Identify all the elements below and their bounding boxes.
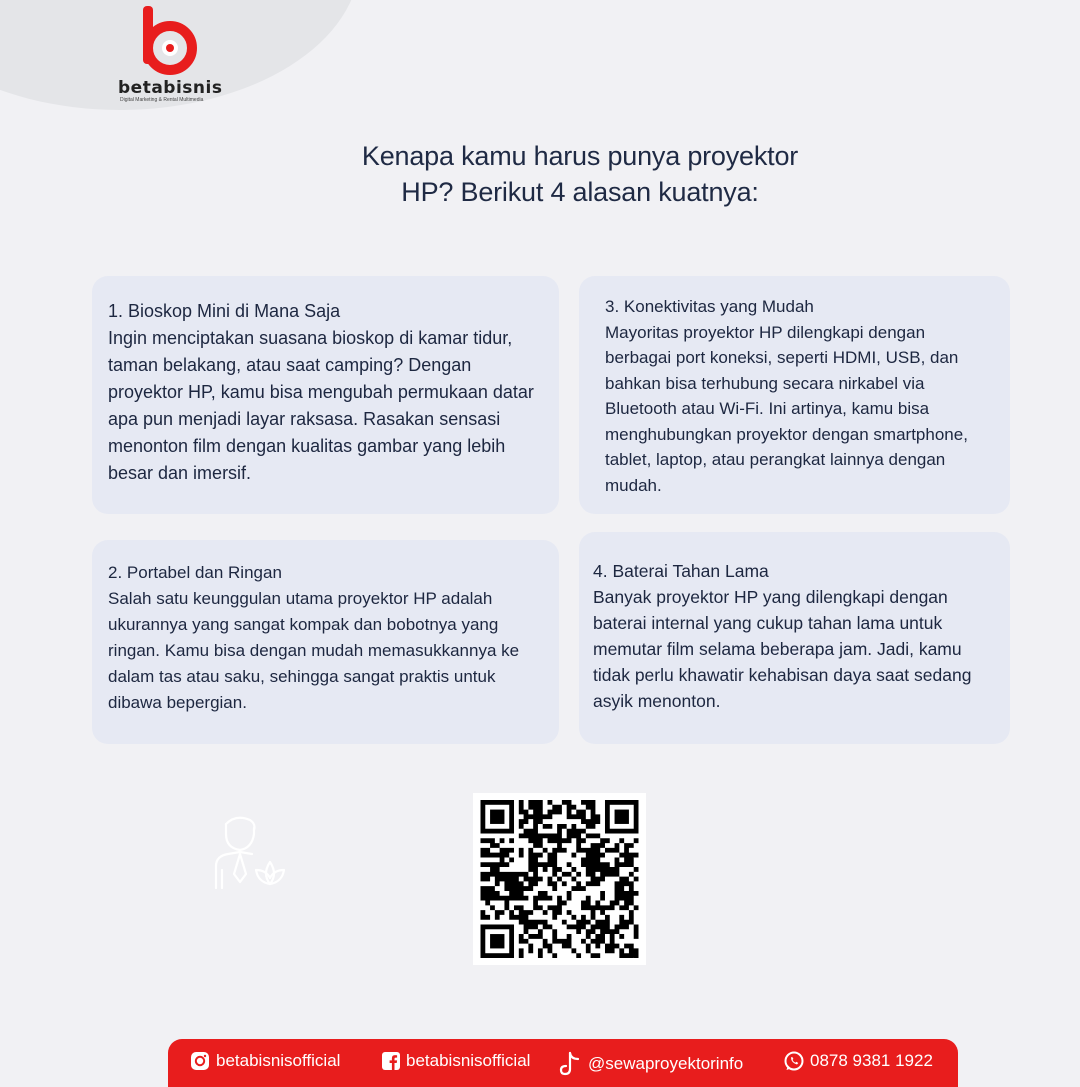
tiktok-handle: @sewaproyektorinfo bbox=[588, 1054, 744, 1073]
tiktok-icon bbox=[558, 1051, 582, 1077]
reason-title: 4. Baterai Tahan Lama bbox=[593, 561, 769, 581]
brand-name: betabisnis bbox=[118, 78, 223, 98]
facebook-handle: betabisnisofficial bbox=[406, 1051, 531, 1070]
qr-code-icon bbox=[480, 800, 639, 958]
reason-body: Mayoritas proyektor HP dilengkapi dengan berbagai port koneksi, seperti HDMI, USB, dan bahkan bisa terhubung secara nirkabel via Bluetooth atau Wi-Fi. Ini artinya, kamu bisa menghubungkan proyektor dengan smartphone, tablet, laptop, atau perangkat lainnya dengan mudah. bbox=[605, 322, 968, 495]
whatsapp-link[interactable] bbox=[784, 1051, 933, 1071]
reason-body: Ingin menciptakan suasana bioskop di kamar tidur, taman belakang, atau saat camping? Dengan proyektor HP, kamu bisa mengubah permukaan datar apa pun menjadi layar raksasa. Rasakan sensasi menonton film dengan kualitas gambar yang lebih besar dan imersif. bbox=[108, 328, 534, 483]
reason-card-3 bbox=[579, 276, 1010, 514]
page-title-line-2: HP? Berikut 4 alasan kuatnya: bbox=[401, 177, 759, 207]
instagram-handle: betabisnisofficial bbox=[216, 1051, 341, 1070]
lotus-icon bbox=[256, 862, 284, 884]
reason-title: 3. Konektivitas yang Mudah bbox=[605, 297, 814, 316]
facebook-icon bbox=[382, 1052, 400, 1070]
facebook-link[interactable] bbox=[382, 1051, 530, 1071]
reason-card-4 bbox=[579, 532, 1010, 744]
page-title bbox=[290, 138, 870, 210]
whatsapp-number: 0878 9381 1922 bbox=[810, 1051, 933, 1070]
reason-title: 1. Bioskop Mini di Mana Saja bbox=[108, 301, 341, 321]
instagram-icon bbox=[190, 1051, 210, 1071]
instagram-link[interactable] bbox=[190, 1051, 340, 1071]
tiktok-link[interactable] bbox=[558, 1051, 743, 1077]
reason-body: Salah satu keunggulan utama proyektor HP adalah ukurannya yang sangat kompak dan bobotnya yang ringan. Kamu bisa dengan mudah memasukkannya ke dalam tas atau saku, sehingga sangat praktis untuk dibawa bepergian. bbox=[108, 589, 520, 712]
page-title-line-1: Kenapa kamu harus punya proyektor bbox=[361, 141, 799, 171]
reason-card-2 bbox=[92, 540, 559, 744]
qr-code[interactable] bbox=[473, 793, 646, 965]
reason-card-1 bbox=[92, 276, 559, 514]
person-icon bbox=[208, 810, 292, 890]
whatsapp-icon bbox=[784, 1051, 804, 1071]
reason-body: Banyak proyektor HP yang dilengkapi dengan baterai internal yang cukup tahan lama untuk memutar film selama beberapa jam. Jadi, kamu tidak perlu khawatir kehabisan daya saat sedang asyik menonton. bbox=[593, 587, 972, 711]
brand-tagline: Digital Marketing & Rental Multimedia bbox=[120, 97, 204, 103]
reason-title: 2. Portabel dan Ringan bbox=[108, 563, 282, 582]
